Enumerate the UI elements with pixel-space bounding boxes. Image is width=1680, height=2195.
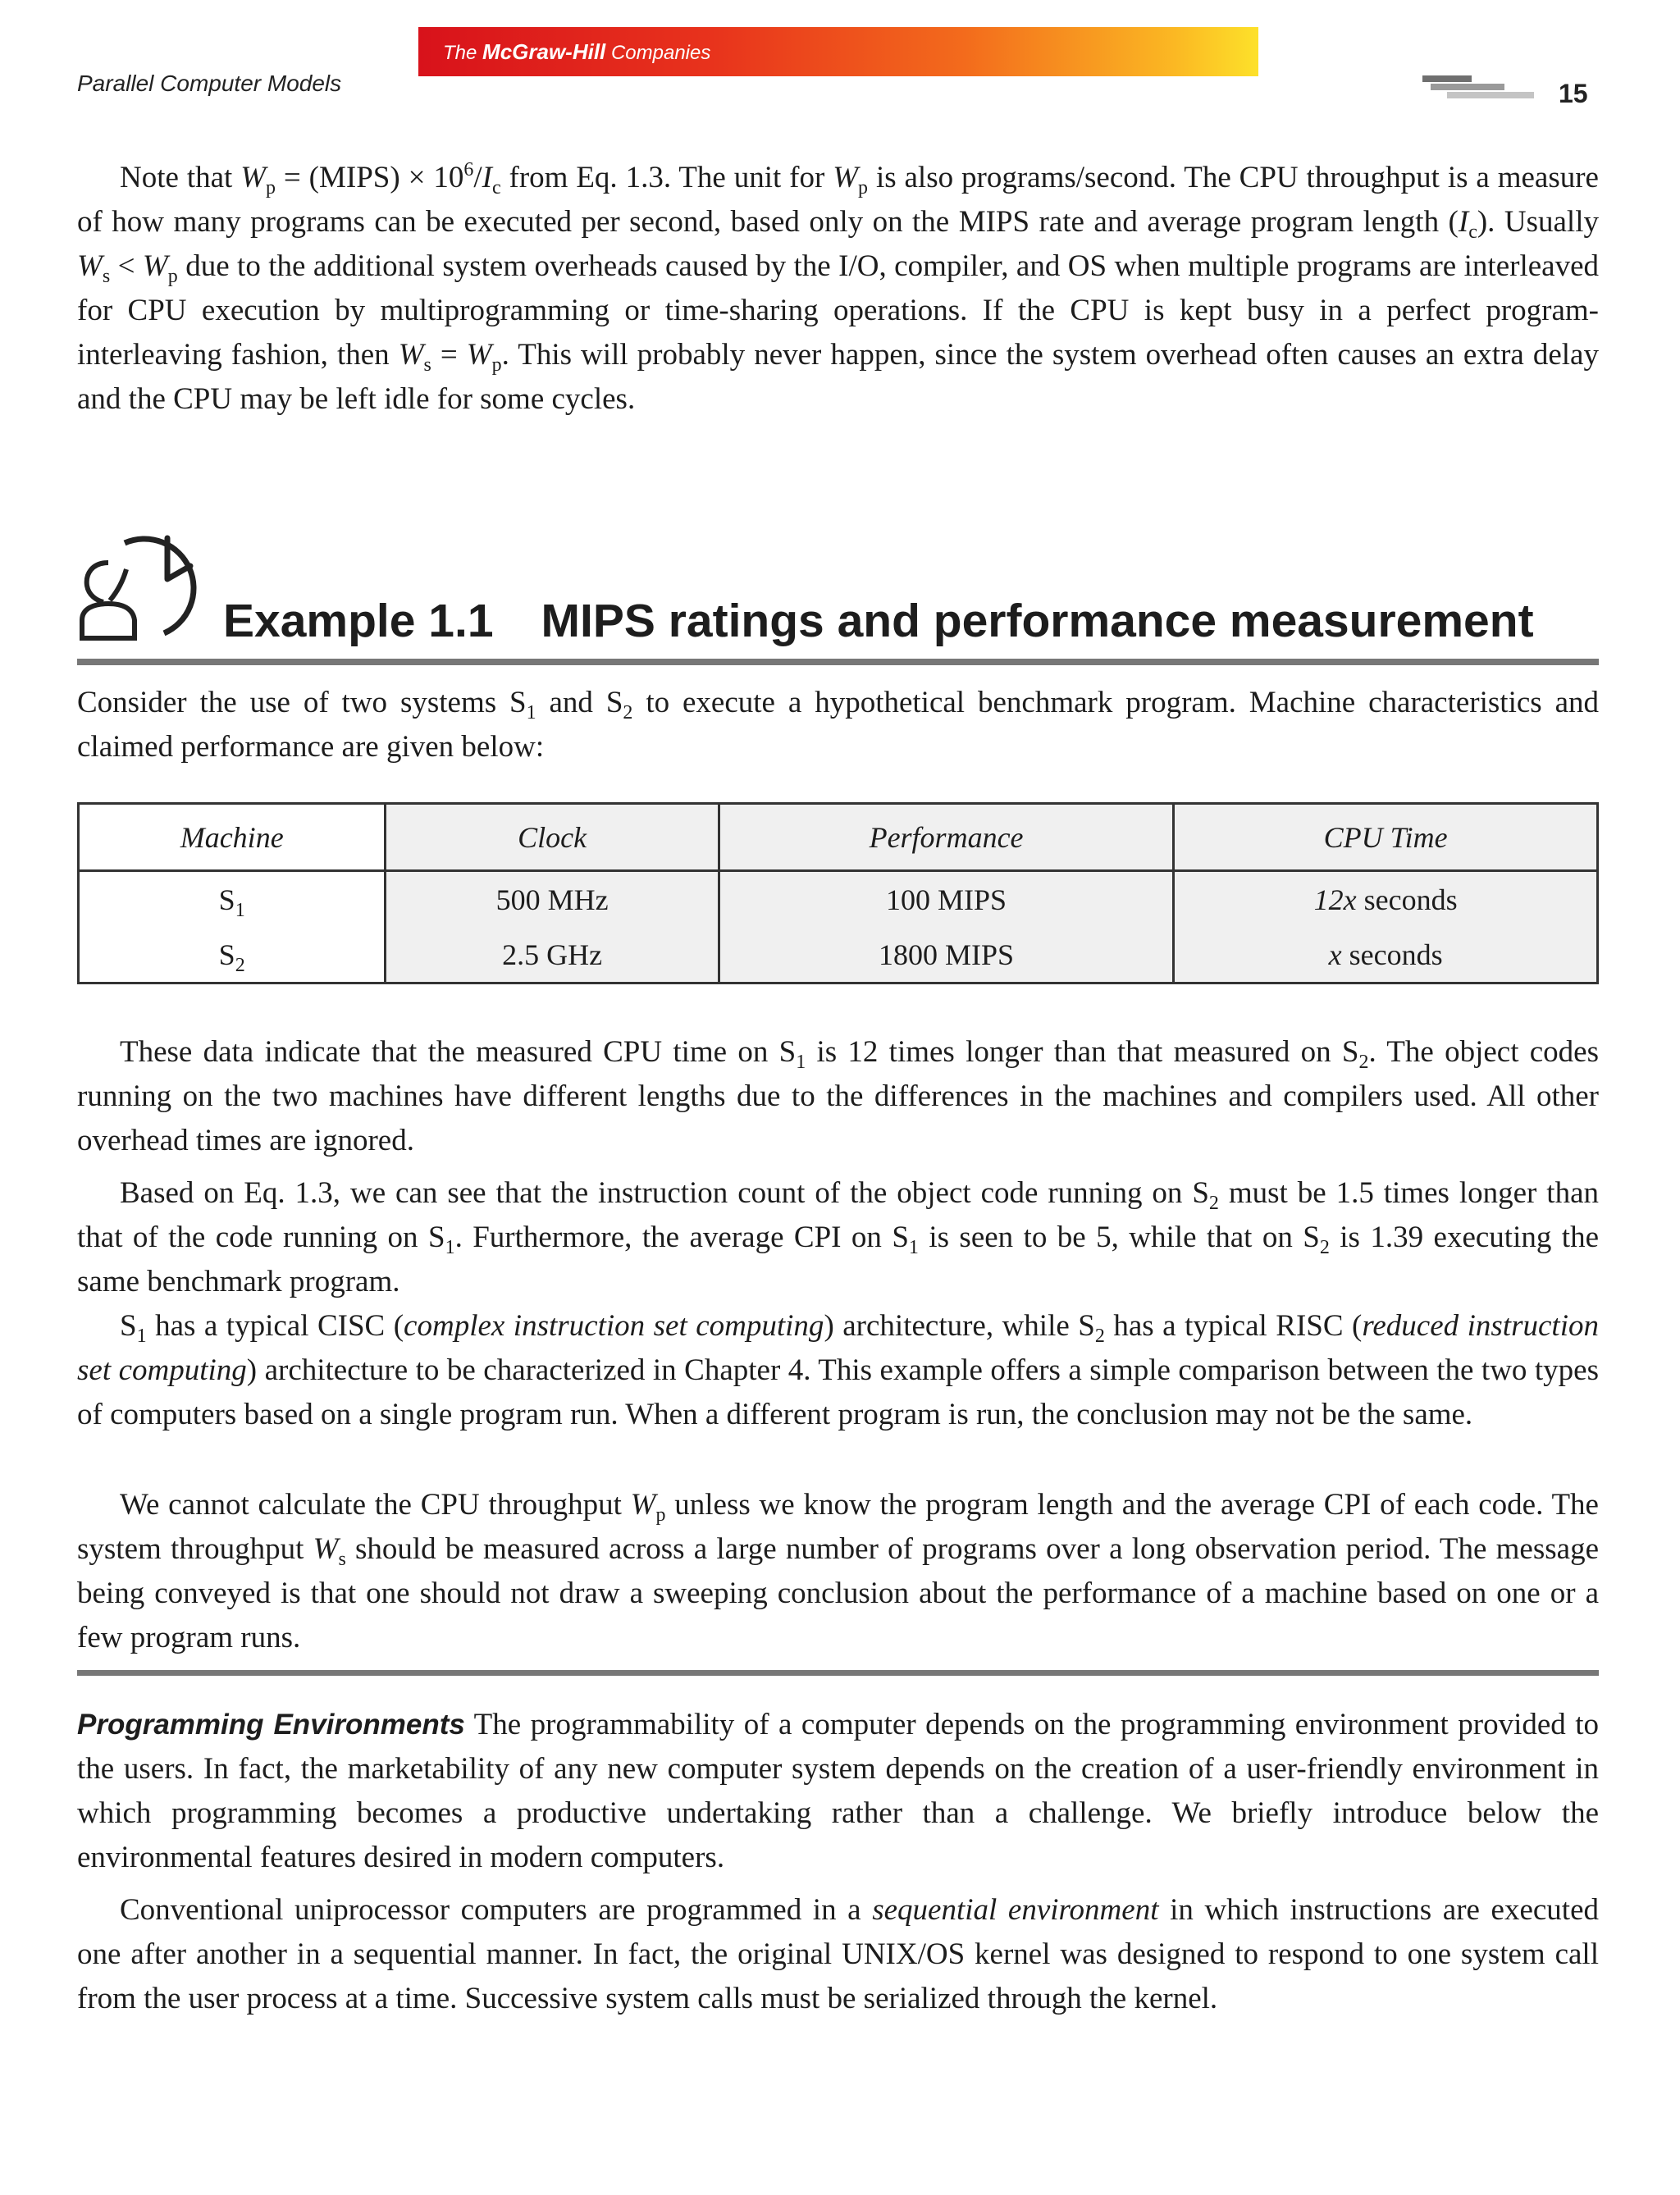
cell-machine: $S_2$ bbox=[79, 927, 386, 983]
example-person-clock-icon bbox=[75, 515, 215, 646]
cell-clock: 2.5 GHz bbox=[386, 927, 719, 983]
example-end-rule bbox=[77, 1670, 1599, 1676]
banner-brand: McGraw-Hill bbox=[482, 39, 606, 64]
example-heading bbox=[223, 594, 1534, 648]
table-row bbox=[79, 871, 1598, 927]
table-header-row bbox=[79, 804, 1598, 871]
example-number: Example 1.1 bbox=[223, 595, 494, 647]
programming-environments-heading: Programming Environments bbox=[77, 1709, 465, 1741]
page-number: 15 bbox=[1559, 79, 1588, 108]
paragraph-throughput: Note that $W_p$ = (MIPS) × $10^6/I_c$ from Eq. 1.3. The unit for $W_p$ is also programs/second. The CPU throughput is a measure of how many programs can be executed per second, based only on the MIPS rate and average program length $(I_c)$. Usually $W_s < W_p$ due to the additional system overheads caused by the I/O, compiler, and OS when multiple programs are interleaved for CPU execution by multiprogramming or time-sharing operations. If the CPU is kept busy in a perfect program-interleaving fashion, then $W_s = W_p$. This will probably never happen, since the system overhead often causes an extra delay and the CPU may be left idle for some cycles. bbox=[77, 159, 1599, 416]
header-machine: Machine bbox=[79, 804, 386, 871]
cell-clock: 500 MHz bbox=[386, 871, 719, 927]
cell-cpu-time: 12x seconds bbox=[1174, 871, 1598, 927]
banner-suffix: Companies bbox=[610, 42, 711, 64]
machine-characteristics-table bbox=[77, 802, 1599, 984]
banner-prefix: The bbox=[443, 42, 477, 64]
cell-performance: 100 MIPS bbox=[719, 871, 1173, 927]
example-paragraph-cisc-risc: $S_1$ has a typical CISC (complex instruction set computing) architecture, while $S_2$ has a typical RISC (reduced instruction set computing) architecture to be characterized in Chapter 4. This example offers a simple comparison between the two types of computers based on a single program run. When a different program is run, the conclusion may not be the same. bbox=[77, 1309, 1599, 1431]
cell-machine: $S_1$ bbox=[79, 871, 386, 927]
example-intro: Consider the use of two systems $S_1$ and $S_2$ to execute a hypothetical benchmark program. Machine characteristics and claimed performance are given below: bbox=[77, 686, 1600, 764]
cell-performance: 1800 MIPS bbox=[719, 927, 1173, 983]
header-clock: Clock bbox=[386, 804, 719, 871]
publisher-banner bbox=[418, 27, 1258, 76]
example-paragraph-throughput-conclusion: We cannot calculate the CPU throughput $W_p$ unless we know the program length and the average CPI of each code. The system throughput $W_s$ should be measured across a large number of programs over a long observation period. The message being conveyed is that one should not draw a sweeping conclusion about the performance of a machine based on one or a few program runs. bbox=[77, 1488, 1599, 1654]
header-cpu-time: CPU Time bbox=[1174, 804, 1598, 871]
sequential-environment-paragraph: Conventional uniprocessor computers are programmed in a sequential environment in which instructions are executed one after another in a sequential manner. In fact, the original UNIX/OS kernel was designed to respond to one system call from the user process at a time. Successive system calls must be serialized through the kernel. bbox=[77, 1893, 1600, 2015]
page-number-decoration bbox=[1422, 75, 1534, 103]
example-paragraph-instruction-count: Based on Eq. 1.3, we can see that the instruction count of the object code running on $S_2$ must be 1.5 times longer than that of the code running on $S_1$. Furthermore, the average CPI on $S_1$ is seen to be 5, while that on $S_2$ is 1.39 executing the same benchmark program. bbox=[77, 1176, 1599, 1298]
example-paragraph-cpu-time: These data indicate that the measured CPU time on $S_1$ is 12 times longer than that measured on $S_2$. The object codes running on the two machines have different lengths due to the differences in the machines and compilers used. All other overhead times are ignored. bbox=[77, 1035, 1599, 1157]
running-title: Parallel Computer Models bbox=[77, 71, 342, 96]
cell-cpu-time: x seconds bbox=[1174, 927, 1598, 983]
example-heading-rule bbox=[77, 659, 1599, 665]
table-row bbox=[79, 927, 1598, 983]
programming-environments-paragraph: Programming Environments The programmability of a computer depends on the programming environment provided to the users. In fact, the marketability of any new computer system depends on the creation of a user-friendly environment in which programming becomes a productive undertaking rather than a challenge. We briefly introduce below the environmental features desired in modern computers. bbox=[77, 1708, 1600, 1874]
header-performance: Performance bbox=[719, 804, 1173, 871]
example-title-text: MIPS ratings and performance measurement bbox=[541, 595, 1534, 647]
